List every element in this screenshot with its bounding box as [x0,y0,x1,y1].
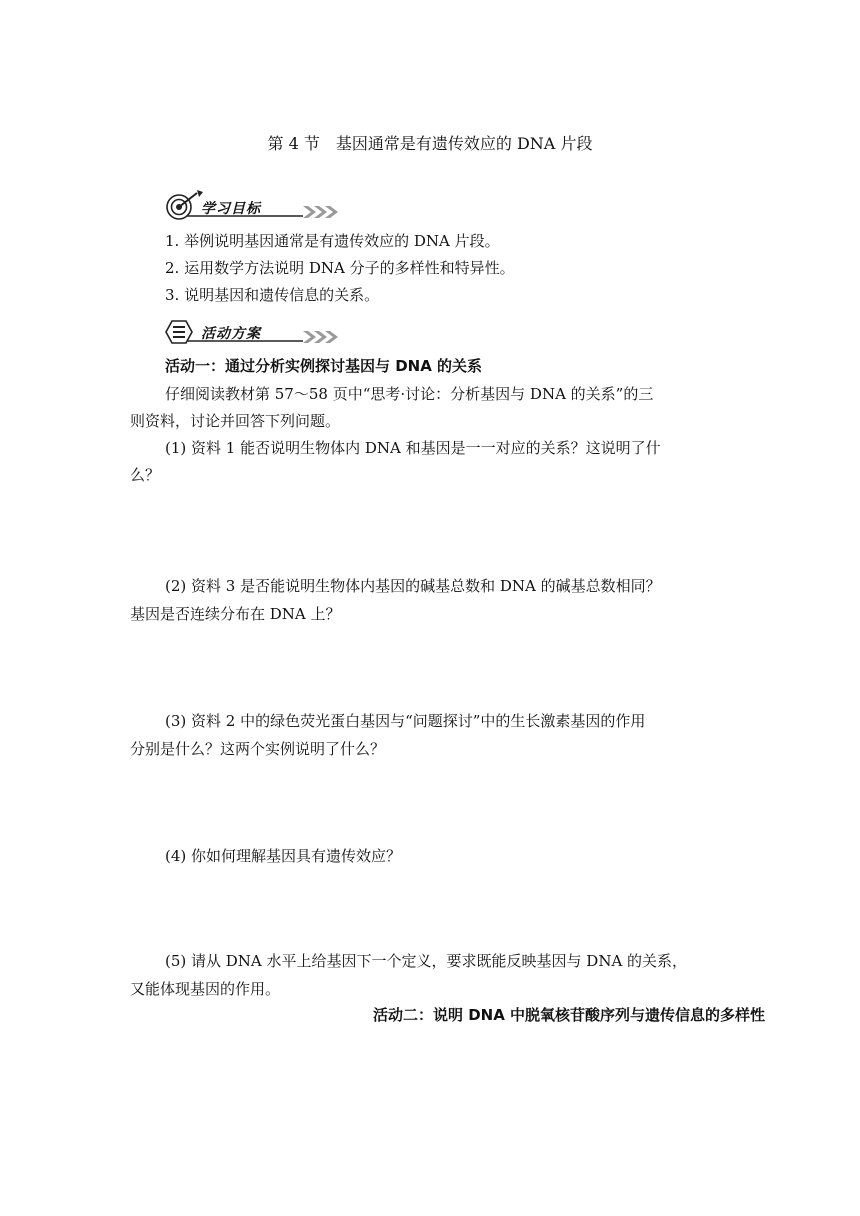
question-5: (5) 请从 DNA 水平上给基因下一个定义，要求既能反映基因与 DNA 的关系， [165,952,688,970]
activity1-intro: 仔细阅读教材第 57～58 页中“思考·讨论：分析基因与 DNA 的关系”的三 [165,385,654,403]
section-heading: 学习目标 [201,201,261,217]
question-3-cont: 分别是什么？这两个实例说明了什么？ [130,740,386,758]
section-banner-activities [163,315,343,345]
activity1-intro-cont: 则资料，讨论并回答下列问题。 [130,412,341,430]
activity2-title: 活动二：说明 DNA 中脱氧核苷酸序列与遗传信息的多样性 [373,1006,766,1024]
page-title: 第 4 节 基因通常是有遗传效应的 DNA 片段 [267,134,593,153]
question-2-cont: 基因是否连续分布在 DNA 上？ [130,605,341,623]
target-icon [167,190,203,219]
list-icon [166,321,192,343]
question-5-cont: 又能体现基因的作用。 [130,980,281,998]
objective-item: 1. 举例说明基因通常是有遗传效应的 DNA 片段。 [165,232,500,250]
question-1: (1) 资料 1 能否说明生物体内 DNA 和基因是一一对应的关系？这说明了什 [165,439,661,457]
section-banner-objectives [163,190,343,220]
activity1-title: 活动一：通过分析实例探讨基因与 DNA 的关系 [165,357,483,375]
question-4: (4) 你如何理解基因具有遗传效应？ [165,847,402,865]
objective-item: 3. 说明基因和遗传信息的关系。 [165,286,380,304]
question-2: (2) 资料 3 是否能说明生物体内基因的碱基总数和 DNA 的碱基总数相同？ [165,577,661,595]
question-3: (3) 资料 2 中的绿色荧光蛋白基因与“问题探讨”中的生长激素基因的作用 [165,712,646,730]
question-1-cont: 么？ [130,466,161,484]
section-heading: 活动方案 [201,326,261,342]
objective-item: 2. 运用数学方法说明 DNA 分子的多样性和特异性。 [165,259,515,277]
